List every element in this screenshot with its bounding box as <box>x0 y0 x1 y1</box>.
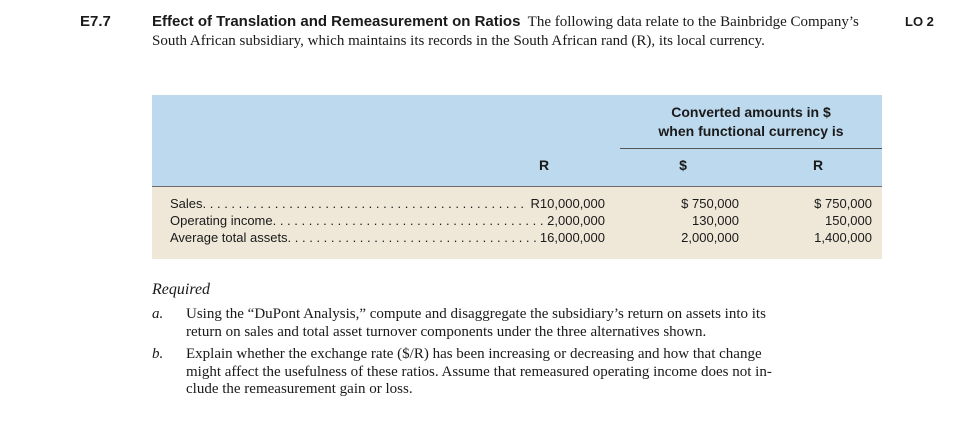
question-line: clude the remeasurement gain or loss. <box>186 381 413 397</box>
question-a <box>152 306 892 342</box>
question-text <box>186 346 886 399</box>
value-rand-functional: 1,400,000 <box>814 230 872 245</box>
value-local: 16,000,000 <box>539 230 605 245</box>
question-b <box>152 346 892 400</box>
question-line: might affect the usefulness of these ratios. Assume that remeasured operating income does not in- <box>186 363 772 380</box>
value-dollar-functional: $ 750,000 <box>681 196 739 211</box>
learning-objective-badge: LO 2 <box>905 14 934 29</box>
data-table <box>152 95 882 259</box>
row-label: Operating income. . . . . . . . . . . . . . . . . . . . . . . . . . . . . . . . . . . . . . <box>170 213 544 228</box>
value-rand-functional: 150,000 <box>825 213 872 228</box>
group-header-underline <box>620 148 882 149</box>
question-line: return on sales and total asset turnover components under the three alternatives shown. <box>186 323 707 340</box>
value-local: R10,000,000 <box>530 196 605 211</box>
exercise-intro <box>152 12 892 51</box>
column-header-local: R <box>538 157 550 173</box>
question-line: Explain whether the exchange rate ($/R) has been increasing or decreasing and how that change <box>186 346 762 362</box>
exercise-number: E7.7 <box>80 13 111 30</box>
header-divider <box>152 186 882 187</box>
exercise-intro-text: The following data relate to the Bainbridge Company’s South African subsidiary, which maintains its records in the South African rand (R), its local currency. <box>152 14 859 49</box>
value-dollar-functional: 130,000 <box>692 213 739 228</box>
exercise-title: Effect of Translation and Remeasurement on Ratios <box>152 13 521 30</box>
required-heading: Required <box>152 281 211 298</box>
question-marker: a. <box>152 306 164 322</box>
value-rand-functional: $ 750,000 <box>814 196 872 211</box>
row-label: Sales. . . . . . . . . . . . . . . . . . . . . . . . . . . . . . . . . . . . . . . . . . . . . <box>170 196 524 211</box>
group-header <box>620 103 882 141</box>
value-dollar-functional: 2,000,000 <box>681 230 739 245</box>
column-header-rand-functional: R <box>812 157 824 173</box>
question-line: Using the “DuPont Analysis,” compute and disaggregate the subsidiary’s return on assets into its <box>186 306 766 322</box>
column-header-dollar-functional: $ <box>679 157 687 173</box>
group-header-line-2: when functional currency is <box>658 123 844 139</box>
group-header-line-1: Converted amounts in $ <box>671 104 831 120</box>
question-text <box>186 306 886 341</box>
row-label: Average total assets. . . . . . . . . . . . . . . . . . . . . . . . . . . . . . . . . . . <box>170 230 537 245</box>
question-marker: b. <box>152 346 164 362</box>
value-local: 2,000,000 <box>547 213 605 228</box>
